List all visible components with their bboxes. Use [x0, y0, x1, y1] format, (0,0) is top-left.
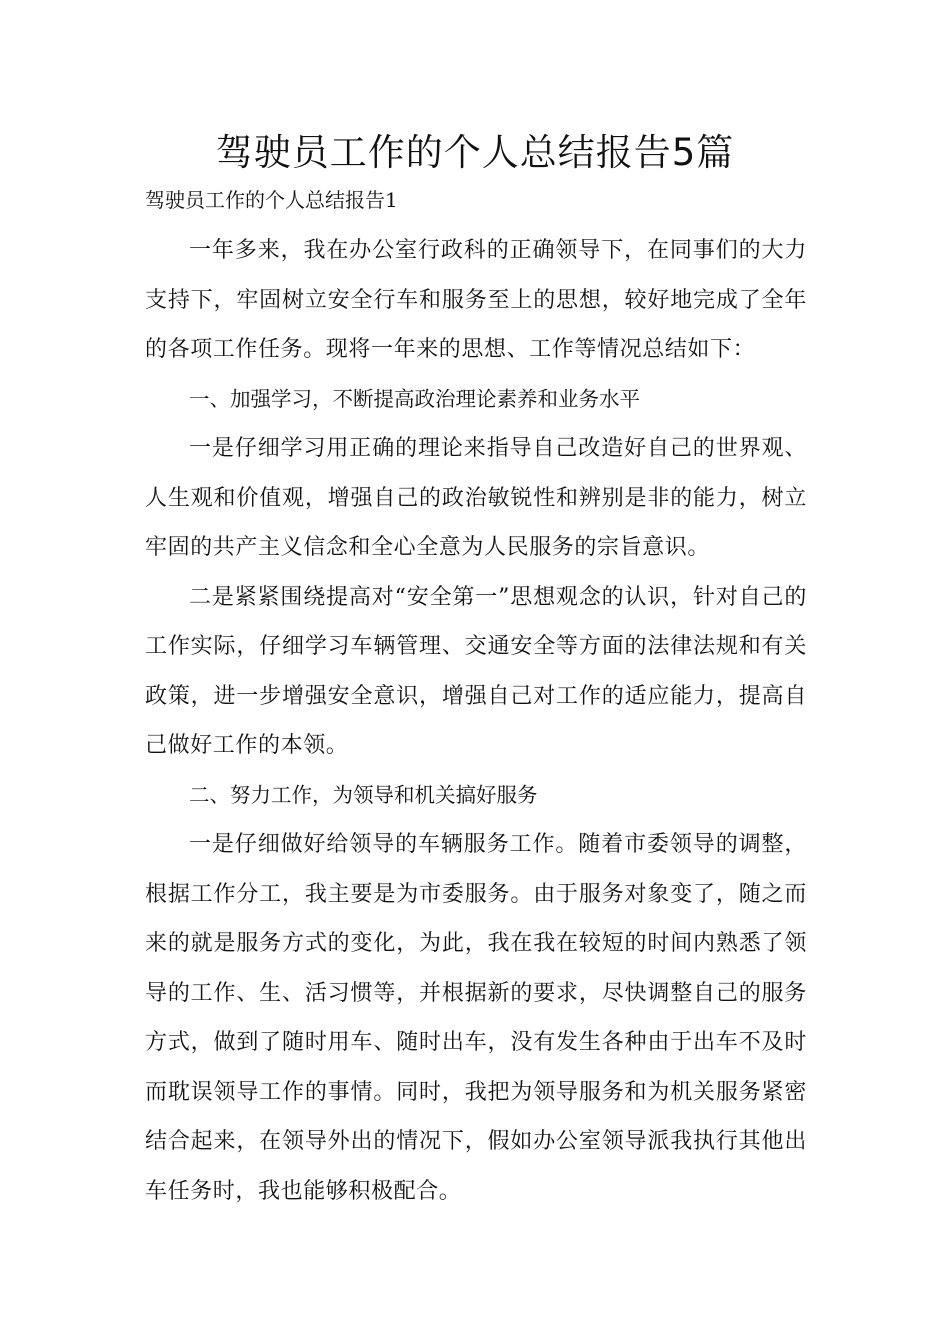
paragraph-service-1: 一是仔细做好给领导的车辆服务工作。随着市委领导的调整，根据工作分工，我主要是为市委服务。由于服务对象变了，随之而来的就是服务方式的变化，为此，我在我在较短的时间内熟悉了领导的工作、生、活习惯等，并根据新的要求，尽快调整自己的服务方式，做到了随时用车、随时出车，没有发生各种由于出车不及时而耽误领导工作的事情。同时，我把为领导服务和为机关服务紧密结合起来，在领导外出的情况下，假如办公室领导派我执行其他出车任务时，我也能够积极配合。: [145, 832, 807, 1204]
document-title: 驾驶员工作的个人总结报告5篇: [215, 131, 735, 174]
heading-section-1: 一、加强学习，不断提高政治理论素养和业务水平: [189, 386, 640, 411]
paragraph-study-1: 一是仔细学习用正确的理论来指导自己改造好自己的世界观、人生观和价值观，增强自己的政治敏锐性和辨别是非的能力，树立牢固的共产主义信念和全心全意为人民服务的宗旨意识。: [145, 436, 807, 560]
paragraph-intro: 一年多来，我在办公室行政科的正确领导下，在同事们的大力支持下，牢固树立安全行车和服务至上的思想，较好地完成了全年的各项工作任务。现将一年来的思想、工作等情况总结如下：: [145, 238, 807, 362]
section-subtitle: 驾驶员工作的个人总结报告1: [145, 188, 398, 212]
paragraph-study-2: 二是紧紧围绕提高对“安全第一”思想观念的认识，针对自己的工作实际，仔细学习车辆管理、交通安全等方面的法律法规和有关政策，进一步增强安全意识，增强自己对工作的适应能力，提高自己做好工作的本领。: [145, 584, 807, 758]
document-body: [145, 226, 807, 1216]
heading-section-2: 二、努力工作，为领导和机关搞好服务: [189, 782, 538, 807]
